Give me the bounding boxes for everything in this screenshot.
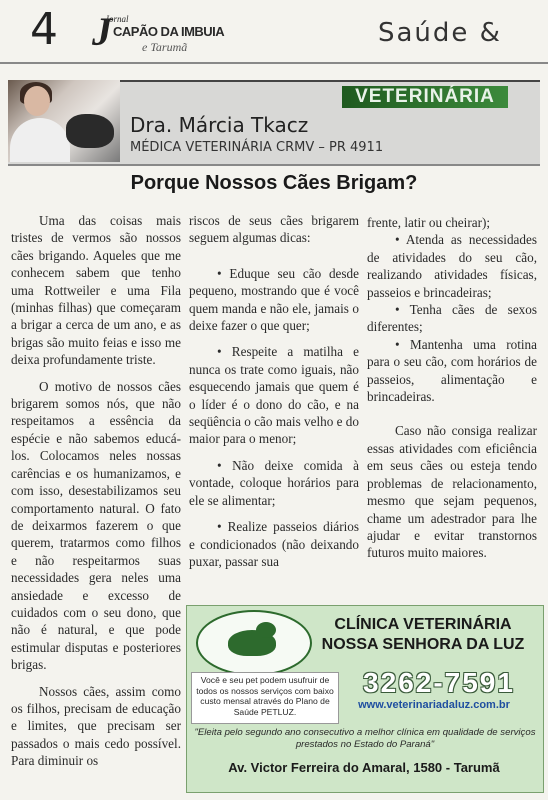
article-headline: Porque Nossos Cães Brigam? xyxy=(130,172,418,194)
author-name: Dra. Márcia Tkacz xyxy=(130,113,309,137)
clinic-name: CLÍNICA VETERINÁRIA NOSSA SENHORA DA LUZ xyxy=(321,616,525,653)
clinic-award-quote: "Eleita pelo segundo ano consecutivo a melhor clínica em qualidade de serviços prestados no Estado do Paraná" xyxy=(194,727,536,750)
dog-image xyxy=(66,114,114,148)
tip-item: • Tenha cães de sexos diferentes; xyxy=(367,302,537,335)
clinic-phone: 3262-7591 xyxy=(363,667,515,698)
logo-subtitle: e Tarumã xyxy=(142,40,188,54)
article-column-3 xyxy=(367,214,537,562)
column-title: VETERINÁRIA xyxy=(342,86,508,108)
paragraph: Uma das coisas mais tristes de vermos são nossos cães brigando. Aqueles que me conhecem sabem que tenho uma Rottweiler e uma Fila (minhas filhas) que começaram a brigar a cerca de um ano, e as brigas são muito feias e isso me deixa profundamente triste. xyxy=(11,213,181,368)
paragraph: Nossos cães, assim como os filhos, precisam de educação e limites, que precisam ser passados o mais cedo possível. Para diminuir os xyxy=(11,683,181,769)
logo-jornal: Jornal xyxy=(105,14,129,24)
paragraph: riscos de seus cães brigarem seguem algumas dicas: xyxy=(189,213,359,246)
health-plan-note: Você e seu pet podem usufruir de todos os nossos serviços com baixo custo mensal através do Plano de Saúde PETLUZ. xyxy=(191,672,339,724)
header-rule xyxy=(0,62,548,64)
article-column-2 xyxy=(189,212,359,570)
clinic-logo-icon xyxy=(196,610,312,676)
article-column-1 xyxy=(11,212,181,770)
tip-item: • Realize passeios diários e condicionados (não deixando puxar, passar sua xyxy=(189,519,359,569)
page-number: 4 xyxy=(30,4,58,55)
tip-item: • Mantenha uma rotina para o seu cão, com horários de passeios, alimentação e brincadeiras. xyxy=(367,336,537,405)
author-photo xyxy=(8,80,120,162)
tip-item: • Atenda as necessidades de atividades do seu cão, realizando atividades físicas, passeios e brincadeiras; xyxy=(367,232,537,300)
clinic-address: Av. Victor Ferreira do Amaral, 1580 - Tarumã xyxy=(228,760,500,775)
logo-title: CAPÃO DA IMBUIA xyxy=(113,24,225,39)
paragraph: O motivo de nossos cães brigarem somos nós, que não respeitamos a essência da espécie e não sabemos educá-los. Colocamos neles nossas carências e os humanizamos, e com isso, desestabilizamos seu comportamento natural. O fato de deixarmos fazerem o que querem, tratarmos como filhos e não respeitarmos suas necessidades gera neles uma ansiedade e excesso de cuidados com o seu dono, que não é natural, e que pode estimular disputas e posteriores brigas. xyxy=(11,378,181,673)
tip-item: • Não deixe comida à vontade, coloque horários para ele se alimentar; xyxy=(189,457,359,508)
page-header xyxy=(0,0,548,70)
clinic-website[interactable]: www.veterinariadaluz.com.br xyxy=(358,699,510,711)
section-title: Saúde & xyxy=(378,18,502,48)
tip-item: • Eduque seu cão desde pequeno, mostrando que é você quem manda e não ele, jamais o deixe fazer o que quer; xyxy=(189,265,359,334)
paragraph: frente, latir ou cheirar); xyxy=(367,215,491,230)
newspaper-logo: J Jornal CAPÃO DA IMBUIA e Tarumã xyxy=(92,9,225,54)
tip-item: • Respeite a matilha e nunca os trate como iguais, não esquecendo jamais que quem é o líder é o dono do cão, e na seqüência o cão mais velho e do maior para o menor; xyxy=(189,344,359,447)
paragraph: Caso não consiga realizar essas atividades com eficiência em seus cães ou esteja tendo problemas de relacionamento, mesmo que sejam pequenos, chame um adestrador para lhe ajudar e evitar transtornos futuros muito maiores. xyxy=(367,423,537,561)
author-credentials: MÉDICA VETERINÁRIA CRMV – PR 4911 xyxy=(130,140,384,155)
